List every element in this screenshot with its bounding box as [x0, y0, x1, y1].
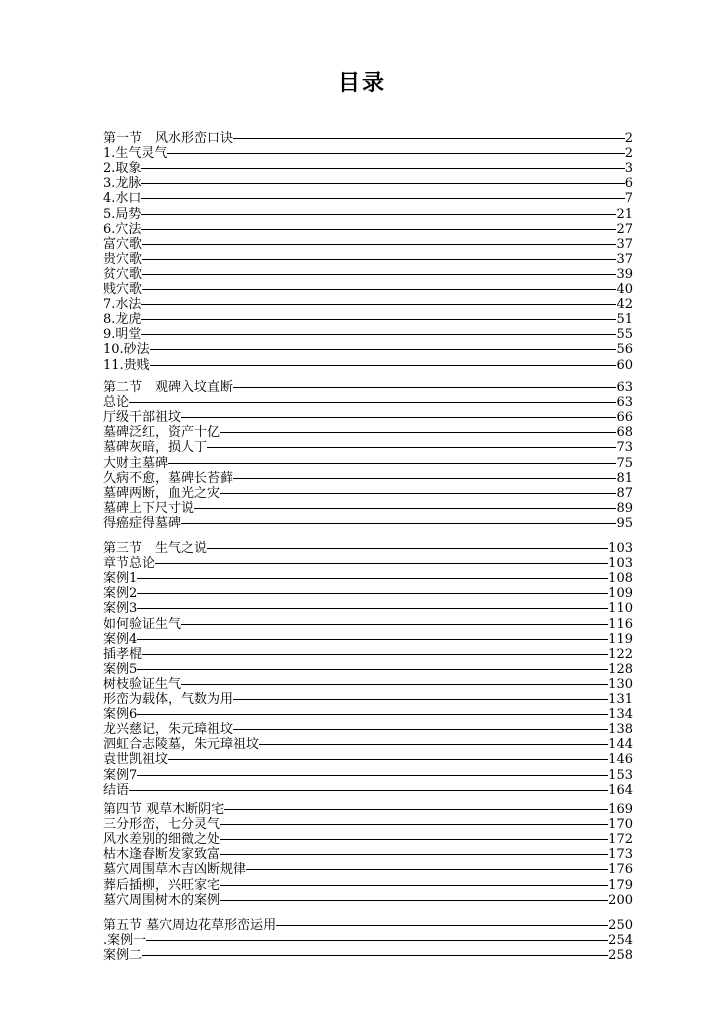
toc-entry[interactable] — [103, 832, 633, 847]
toc-entry-label: 风水差别的细微之处 — [103, 832, 221, 848]
toc-section-4 — [103, 802, 633, 908]
leader-line — [142, 955, 608, 956]
toc-entry-label: 总论 — [103, 395, 130, 411]
toc-entry[interactable] — [103, 131, 633, 146]
toc-entry[interactable] — [103, 877, 633, 892]
toc-entry[interactable] — [103, 297, 633, 312]
leader-line — [220, 885, 608, 886]
toc-entry-page: 21 — [616, 206, 633, 222]
toc-entry-label: 袁世凯祖坟 — [103, 752, 169, 768]
toc-entry[interactable] — [103, 425, 633, 440]
leader-line — [129, 402, 616, 403]
toc-entry-label: 形峦为载体，气数为用 — [103, 692, 234, 708]
toc-entry-page: 176 — [608, 862, 633, 878]
toc-entry[interactable] — [103, 817, 633, 832]
leader-line — [220, 854, 608, 855]
toc-entry[interactable] — [103, 571, 633, 586]
toc-entry[interactable] — [103, 601, 633, 616]
toc-entry-label: 2.取象 — [103, 161, 142, 177]
toc-entry-page: 138 — [608, 722, 633, 738]
toc-entry[interactable] — [103, 222, 633, 237]
toc-entry-page: 95 — [616, 515, 633, 531]
toc-entry[interactable] — [103, 357, 633, 372]
leader-line — [220, 432, 616, 433]
toc-entry-page: 258 — [608, 948, 633, 964]
toc-entry-page: 75 — [616, 455, 633, 471]
toc-entry-label: 第三节 生气之说 — [103, 541, 208, 557]
toc-entry-page: 73 — [616, 440, 633, 456]
leader-line — [233, 729, 608, 730]
toc-entry[interactable] — [103, 161, 633, 176]
toc-entry-label: 三分形峦，七分灵气 — [103, 817, 221, 833]
toc-entry-page: 39 — [616, 266, 633, 282]
toc-section-1 — [103, 131, 633, 373]
toc-entry-label: 富穴歌 — [103, 236, 143, 252]
leader-line — [141, 319, 616, 320]
toc-entry-label: 插孝棍 — [103, 646, 143, 662]
toc-entry[interactable] — [103, 191, 633, 206]
toc-entry[interactable] — [103, 647, 633, 662]
toc-entry[interactable] — [103, 802, 633, 817]
toc-entry[interactable] — [103, 692, 633, 707]
toc-entry-label: 案例4 — [103, 631, 138, 647]
leader-line — [142, 654, 608, 655]
leader-line — [141, 214, 616, 215]
toc-entry-label: 墓碑上下尺寸说 — [103, 500, 195, 516]
toc-entry-page: 116 — [608, 616, 633, 632]
toc-entry-page: 130 — [608, 676, 633, 692]
toc-entry[interactable] — [103, 146, 633, 161]
toc-entry-label: 9.明堂 — [103, 327, 142, 343]
toc-entry[interactable] — [103, 327, 633, 342]
toc-section-5 — [103, 918, 633, 963]
toc-entry-page: 40 — [616, 282, 633, 298]
toc-entry[interactable] — [103, 948, 633, 963]
toc-section-3 — [103, 541, 633, 798]
toc-entry[interactable] — [103, 862, 633, 877]
toc-entry[interactable] — [103, 252, 633, 267]
toc-entry-page: 172 — [608, 832, 633, 848]
toc-entry[interactable] — [103, 918, 633, 933]
leader-line — [220, 824, 608, 825]
toc-entry-label: 龙兴慈记，朱元璋祖坟 — [103, 722, 234, 738]
leader-line — [129, 790, 608, 791]
toc-entry[interactable] — [103, 282, 633, 297]
toc-entry-page: 164 — [608, 782, 633, 798]
page-title: 目录 — [337, 71, 386, 96]
toc-entry[interactable] — [103, 752, 633, 767]
toc-entry[interactable] — [103, 556, 633, 571]
toc-entry-page: 87 — [616, 485, 633, 501]
toc-entry-page: 37 — [616, 236, 633, 252]
toc-entry-page: 109 — [608, 586, 633, 602]
leader-line — [233, 138, 625, 139]
toc-entry-label: 第二节 观碑入坟直断 — [103, 380, 234, 396]
toc-entry[interactable] — [103, 267, 633, 282]
toc-entry-label: 泗虹合志陵墓，朱元璋祖坟 — [103, 737, 260, 753]
toc-entry[interactable] — [103, 541, 633, 556]
toc-entry-page: 144 — [608, 737, 633, 753]
leader-line — [207, 447, 616, 448]
toc-entry-page: 173 — [608, 847, 633, 863]
toc-entry-page: 254 — [608, 933, 633, 949]
toc-entry-label: 结语 — [103, 782, 130, 798]
toc-entry-page: 60 — [616, 357, 633, 373]
toc-entry[interactable] — [103, 471, 633, 486]
toc-entry-label: 案例6 — [103, 707, 138, 723]
toc-entry-page: 122 — [608, 646, 633, 662]
leader-line — [141, 334, 616, 335]
toc-section-2 — [103, 380, 633, 531]
leader-line — [137, 578, 608, 579]
toc-entry[interactable] — [103, 737, 633, 752]
toc-entry-label: 案例1 — [103, 571, 138, 587]
leader-line — [137, 714, 608, 715]
toc-entry-label: 葬后插柳，兴旺家宅 — [103, 877, 221, 893]
toc-entry-page: 51 — [616, 312, 633, 328]
leader-line — [137, 669, 608, 670]
toc-entry-label: 贱穴歌 — [103, 282, 143, 298]
toc-entry-label: 贫穴歌 — [103, 266, 143, 282]
toc-entry-label: 6.穴法 — [103, 221, 142, 237]
toc-entry-page: 66 — [616, 410, 633, 426]
toc-entry-page: 200 — [608, 892, 633, 908]
toc-entry-label: .案例一 — [103, 933, 147, 949]
toc-entry[interactable] — [103, 380, 633, 395]
toc-entry-page: 68 — [616, 425, 633, 441]
toc-entry-label: 案例2 — [103, 586, 138, 602]
leader-line — [276, 925, 608, 926]
toc-entry-label: 案例二 — [103, 948, 143, 964]
leader-line — [233, 478, 616, 479]
leader-line — [141, 304, 616, 305]
toc-entry[interactable] — [103, 677, 633, 692]
toc-entry[interactable] — [103, 632, 633, 647]
leader-line — [220, 900, 608, 901]
leader-line — [181, 624, 608, 625]
leader-line — [194, 508, 616, 509]
toc-entry-page: 128 — [608, 661, 633, 677]
toc-entry[interactable] — [103, 206, 633, 221]
toc-entry-label: 久病不愈，墓碑长苔藓 — [103, 470, 234, 486]
toc-entry-page: 2 — [624, 146, 633, 162]
toc-entry-page: 7 — [624, 191, 633, 207]
toc-entry[interactable] — [103, 176, 633, 191]
leader-line — [137, 639, 608, 640]
toc-entry-label: 章节总论 — [103, 556, 156, 572]
toc-entry[interactable] — [103, 455, 633, 470]
leader-line — [207, 548, 608, 549]
toc-entry-label: 第五节 墓穴周边花草形峦运用 — [103, 918, 277, 934]
toc-entry[interactable] — [103, 847, 633, 862]
toc-entry-label: 枯木逢春断发家致富 — [103, 847, 221, 863]
leader-line — [181, 523, 616, 524]
toc-entry-label: 墓碑两断，血光之灾 — [103, 485, 221, 501]
leader-line — [224, 809, 608, 810]
toc-entry-label: 案例7 — [103, 767, 138, 783]
leader-line — [168, 463, 616, 464]
toc-entry[interactable] — [103, 783, 633, 798]
toc-entry-label: 7.水法 — [103, 297, 142, 313]
toc-entry[interactable] — [103, 722, 633, 737]
toc-entry-label: 大财主墓碑 — [103, 455, 169, 471]
leader-line — [150, 365, 617, 366]
toc-entry-label: 5.局势 — [103, 206, 142, 222]
toc-entry-page: 63 — [616, 380, 633, 396]
leader-line — [233, 387, 616, 388]
toc-entry-label: 第一节 风水形峦口诀 — [103, 131, 234, 147]
toc-entry-page: 56 — [616, 342, 633, 358]
toc-entry-label: 墓穴周围草木吉凶断规律 — [103, 862, 247, 878]
leader-line — [167, 153, 624, 154]
leader-line — [259, 744, 608, 745]
toc-entry-label: 得癌症得墓碑 — [103, 515, 182, 531]
toc-entry[interactable] — [103, 767, 633, 782]
toc-entry-page: 131 — [608, 692, 633, 708]
toc-entry[interactable] — [103, 501, 633, 516]
toc-entry-label: 案例5 — [103, 661, 138, 677]
toc-entry-label: 厅级干部祖坟 — [103, 410, 182, 426]
toc-entry[interactable] — [103, 342, 633, 357]
toc-entry-page: 63 — [616, 395, 633, 411]
toc-entry-label: 8.龙虎 — [103, 312, 142, 328]
leader-line — [181, 417, 616, 418]
toc-entry-page: 119 — [608, 631, 633, 647]
leader-line — [137, 593, 608, 594]
leader-line — [146, 940, 608, 941]
toc-entry-page: 55 — [616, 327, 633, 343]
toc-entry-page: 37 — [616, 251, 633, 267]
leader-line — [246, 869, 608, 870]
toc-entry[interactable] — [103, 893, 633, 908]
toc-entry-page: 3 — [624, 161, 633, 177]
toc-entry-page: 179 — [608, 877, 633, 893]
leader-line — [142, 274, 616, 275]
toc-entry-label: 贵穴歌 — [103, 251, 143, 267]
toc-entry-page: 146 — [608, 752, 633, 768]
toc-entry-label: 如何验证生气 — [103, 616, 182, 632]
toc-entry-label: 墓穴周围树木的案例 — [103, 892, 221, 908]
toc-entry[interactable] — [103, 395, 633, 410]
toc-entry-label: 第四节 观草木断阴宅 — [103, 802, 225, 818]
toc-entry-page: 153 — [608, 767, 633, 783]
leader-line — [142, 259, 616, 260]
toc-entry-label: 10.砂法 — [103, 342, 150, 358]
toc-entry-label: 案例3 — [103, 601, 138, 617]
leader-line — [168, 759, 608, 760]
toc-entry-page: 81 — [616, 470, 633, 486]
toc-entry-page: 2 — [624, 131, 633, 147]
toc-entry-label: 1.生气灵气 — [103, 146, 168, 162]
toc-entry-label: 墓碑泛红，资产十亿 — [103, 425, 221, 441]
toc-entry-page: 170 — [608, 817, 633, 833]
toc-entry[interactable] — [103, 237, 633, 252]
toc-entry-page: 110 — [608, 601, 633, 617]
leader-line — [141, 229, 616, 230]
toc-entry[interactable] — [103, 312, 633, 327]
leader-line — [142, 244, 616, 245]
toc-entry[interactable] — [103, 410, 633, 425]
leader-line — [137, 775, 608, 776]
leader-line — [150, 349, 617, 350]
leader-line — [137, 608, 608, 609]
toc-entry-page: 103 — [608, 541, 633, 557]
leader-line — [233, 699, 608, 700]
leader-line — [220, 493, 616, 494]
toc-entry[interactable] — [103, 616, 633, 631]
toc-entry[interactable] — [103, 516, 633, 531]
toc-entry-page: 134 — [608, 707, 633, 723]
toc-entry-page: 108 — [608, 571, 633, 587]
toc-entry-label: 4.水口 — [103, 191, 142, 207]
toc-entry[interactable] — [103, 440, 633, 455]
toc-entry-label: 墓碑灰暗，损人丁 — [103, 440, 208, 456]
toc-entry[interactable] — [103, 586, 633, 601]
toc-entry[interactable] — [103, 933, 633, 948]
toc-entry-page: 42 — [616, 297, 633, 313]
toc-entry-page: 103 — [608, 556, 633, 572]
leader-line — [141, 198, 624, 199]
toc-entry[interactable] — [103, 707, 633, 722]
toc-entry-page: 27 — [616, 221, 633, 237]
toc-entry-label: 3.龙脉 — [103, 176, 142, 192]
toc-entry-page: 250 — [608, 918, 633, 934]
toc-entry-label: 11.贵贱 — [103, 357, 150, 373]
toc-entry-page: 89 — [616, 500, 633, 516]
leader-line — [142, 289, 616, 290]
leader-line — [181, 684, 608, 685]
toc-entry[interactable] — [103, 662, 633, 677]
leader-line — [155, 563, 608, 564]
leader-line — [141, 183, 624, 184]
leader-line — [141, 168, 624, 169]
toc-entry-page: 169 — [608, 802, 633, 818]
toc-entry[interactable] — [103, 486, 633, 501]
leader-line — [220, 839, 608, 840]
toc-entry-page: 6 — [624, 176, 633, 192]
toc-entry-label: 树枝验证生气 — [103, 676, 182, 692]
